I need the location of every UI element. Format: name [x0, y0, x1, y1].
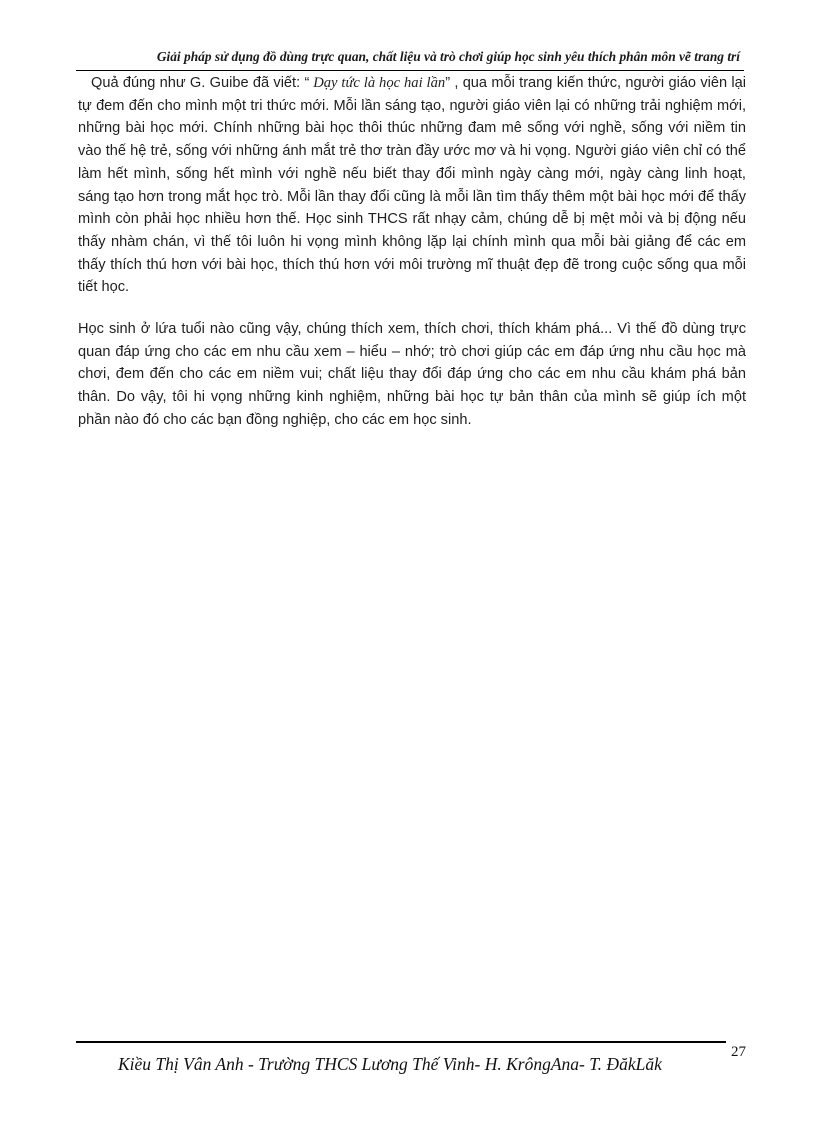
paragraph-1-quote: Dạy tức là học hai lần [309, 75, 446, 91]
page-header-title: Giải pháp sử dụng đồ dùng trực quan, chất liệu và trò chơi giúp học sinh yêu thích phân môn vẽ trang trí [156, 49, 740, 64]
paragraph-2: Học sinh ở lứa tuổi nào cũng vậy, chúng thích xem, thích chơi, thích khám phá... Vì thế đồ dùng trực quan đáp ứng cho các em nhu cầu xem – hiểu – nhớ; trò chơi giúp các em đáp ứng nhu cầu học mà chơi, đem đến cho các em niềm vui; chất liệu thay đổi đáp ứng cho các em nhu cầu khám phá bản thân. Do vậy, tôi hi vọng những kinh nghiệm, những bài học tự bản thân của mình sẽ giúp ích một phần nào đó cho các bạn đồng nghiệp, cho các em học sinh. [78, 321, 746, 428]
page-number: 27 [731, 1044, 746, 1060]
paragraph-1-rest: ” , qua mỗi trang kiến thức, người giáo viên lại tự đem đến cho mình một tri thức mới. Mỗi lần sáng tạo, người giáo viên lại có những trải nghiệm mới, những bài học mới. Chính những bài học thôi thúc những đam mê sống với nghề, sống với niềm tin vào thế hệ trẻ, sống với những ánh mắt trẻ thơ tràn đầy ước mơ và hi vọng. Người giáo viên chỉ có thể làm hết mình, sống hết mình với nghề nếu biết thay đổi mình ngày càng mới, ngày càng linh hoạt, sáng tạo hơn trong mắt học trò. Mỗi lần thay đổi cũng là mỗi lần tìm thấy thêm một bài học mới để thấy mình còn phải học nhiều hơn thế. Học sinh THCS rất nhạy cảm, chúng dễ bị mệt mỏi và bị động nếu thấy nhàm chán, vì thế tôi luôn hi vọng mình không lặp lại chính mình qua mỗi bài giảng để các em thấy thích thú hơn với bài học, thích thú hơn với môi trường mĩ thuật đẹp đẽ trong cuộc sống qua mỗi tiết học. [78, 75, 747, 296]
paragraph-1-intro: Quả đúng như G. Guibe đã viết: “ [91, 75, 310, 91]
paragraph-1 [78, 72, 746, 299]
footer-rule [76, 1041, 726, 1043]
header-rule [76, 70, 744, 71]
footer-author-line: Kiều Thị Vân Anh - Trường THCS Lương Thế Vinh- H. KrôngAna- T. ĐăkLăk [118, 1054, 662, 1074]
